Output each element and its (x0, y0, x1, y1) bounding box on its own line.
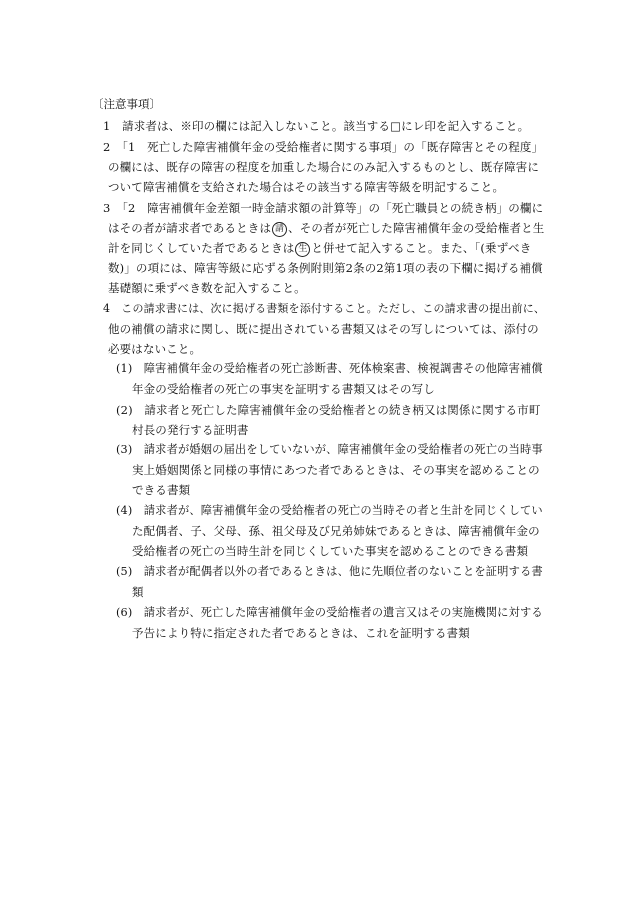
subitem-2-line-2: 村長の発行する証明書 (132, 423, 249, 437)
subitem-1-line-2: 年金の受給権者の死亡の事実を証明する書類又はその写し (132, 382, 435, 396)
subitem-5-line-2: 類 (132, 585, 144, 599)
subitem-1-line-1: (1) 障害補償年金の受給権者の死亡診断書、死体検案書、検視調書その他障害補償 (116, 362, 543, 375)
note-2-line-2: の欄には、既存の障害の程度を加重した場合にのみ記入するものとし、既存障害に (108, 160, 540, 174)
notes-heading: 〔注意事項〕 (92, 97, 161, 111)
note-2-line-1: 2 「1 死亡した障害補償年金の受給権者に関する事項」の「既存障害とその程度」 (103, 140, 544, 154)
subitem-6-line-2: 予告により特に指定された者であるときは、これを証明する書類 (132, 626, 470, 640)
subitem-2-line-1: (2) 請求者と死亡した障害補償年金の受給権者との続き柄又は関係に関する市町 (116, 403, 541, 417)
subitem-6-line-1: (6) 請求者が、死亡した障害補償年金の受給権者の遺言又はその実施機関に対する (116, 606, 543, 619)
note-3-line-5: 基礎額に乗ずべき数を記入すること。 (108, 281, 306, 295)
note-3-line-2-text-b: 、その者が死亡した障害補償年金の受給権者と生 (288, 221, 545, 235)
subitem-4-line-1: (4) 請求者が、障害補償年金の受給権者の死亡の当時その者と生計を同じくしてい (116, 504, 543, 517)
note-3-line-4: 数)」の項には、障害等級に応ずる条例附則第2条の2第1項の表の下欄に掲げる補償 (108, 261, 543, 275)
note-4-line-2: 他の補償の請求に関し、既に提出されている書類又はその写しについては、添付の (108, 322, 539, 336)
note-3-line-3 (108, 239, 531, 257)
note-3-line-2-text-a: はその者が請求者であるときは (108, 221, 272, 235)
note-2-line-3: ついて障害補償を支給された場合はその該当する障害等級を明記すること。 (108, 180, 505, 194)
subitem-4-line-3: 受給権者の死亡の当時生計を同じくしていた事実を認めることのできる書類 (132, 544, 529, 558)
subitem-5-line-1: (5) 請求者が配偶者以外の者であるときは、他に先順位者のないことを証明する書 (116, 565, 543, 578)
note-3-line-1: 3 「2 障害補償年金差額一時金請求額の計算等」の「死亡職員との続き柄」の欄に (103, 201, 544, 215)
subitem-4-line-2: た配偶者、子、父母、孫、祖父母及び兄弟姉妹であるときは、障害補償年金の (132, 524, 540, 538)
circled-sei-alt-mark: 生 (295, 242, 310, 257)
subitem-3-line-1: (3) 請求者が婚姻の届出をしていないが、障害補償年金の受給権者の死亡の当時事 (116, 443, 543, 456)
note-3-line-3-text-a: 計を同じくしていた者であるときは (108, 241, 295, 255)
note-1-line-1: 1 請求者は、※印の欄には記入しないこと。該当する□にレ印を記入すること。 (103, 119, 530, 133)
note-3-line-2 (108, 219, 544, 237)
note-3-line-3-text-b: と併せて記入すること。また、「(乗ずべき (311, 241, 532, 255)
circled-sei-mark: 請 (272, 222, 287, 237)
note-4-line-3: 必要はないこと。 (108, 342, 202, 356)
subitem-3-line-2: 実上婚姻関係と同様の事情にあつた者であるときは、その事実を認めることの (132, 463, 540, 477)
note-4-line-1: 4 この請求書には、次に掲げる書類を添付すること。ただし、この請求書の提出前に、 (103, 302, 545, 315)
subitem-3-line-3: できる書類 (132, 483, 191, 497)
